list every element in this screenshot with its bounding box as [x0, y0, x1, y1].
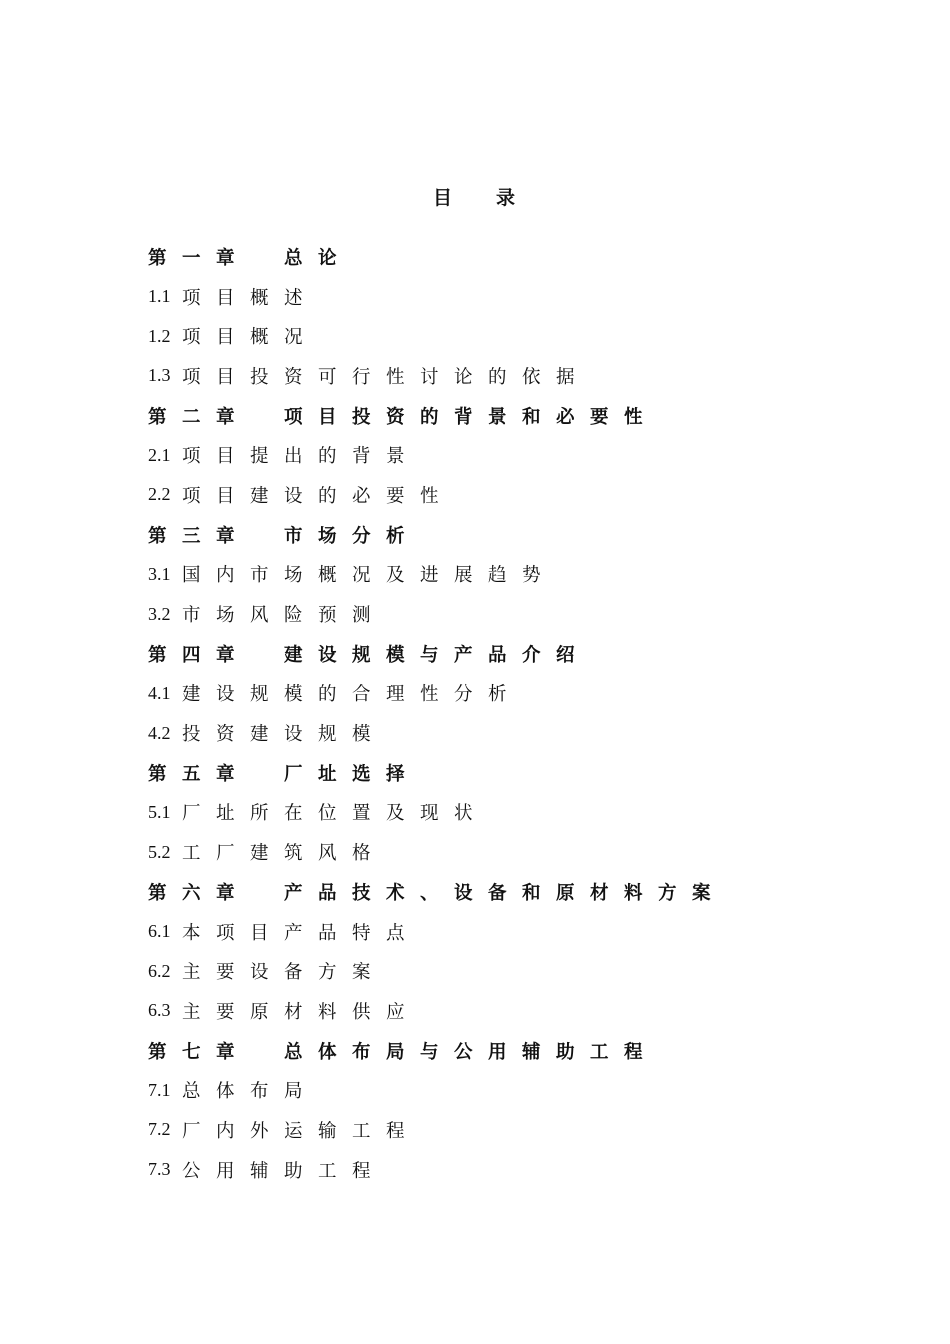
chapter-label: 第四章	[148, 644, 251, 666]
toc-section-entry	[148, 435, 868, 475]
toc-section-entry	[148, 356, 868, 396]
chapter-label: 第一章	[148, 247, 251, 269]
toc-chapter-entry	[148, 753, 868, 793]
toc-section-entry	[148, 555, 868, 595]
section-number: 6.3	[148, 1000, 171, 1021]
section-number: 7.3	[148, 1159, 171, 1180]
section-title: 厂内外运输工程	[182, 1120, 421, 1142]
toc-title	[0, 183, 950, 210]
chapter-title: 总体布局与公用辅助工程	[284, 1041, 659, 1063]
section-number: 5.1	[148, 801, 171, 822]
section-title: 主要原材料供应	[182, 1001, 421, 1023]
toc-section-entry	[148, 1070, 868, 1110]
chapter-title: 总论	[284, 247, 353, 269]
toc-section-entry	[148, 316, 868, 356]
toc-section-entry	[148, 991, 868, 1031]
toc-chapter-entry	[148, 872, 868, 912]
section-number: 7.1	[148, 1079, 171, 1100]
section-number: 1.3	[148, 365, 171, 386]
section-number: 4.2	[148, 722, 171, 743]
section-number: 5.2	[148, 841, 171, 862]
toc-title-part1: 目	[432, 187, 454, 209]
chapter-label: 第三章	[148, 525, 251, 547]
toc-section-entry	[148, 713, 868, 753]
chapter-label: 第七章	[148, 1041, 251, 1063]
section-title: 投资建设规模	[182, 724, 387, 746]
section-number: 4.1	[148, 682, 171, 703]
section-title: 市场风险预测	[182, 605, 387, 627]
toc-section-entry	[148, 951, 868, 991]
toc-section-entry	[148, 912, 868, 952]
section-number: 2.1	[148, 444, 171, 465]
section-number: 2.2	[148, 484, 171, 505]
section-number: 3.2	[148, 603, 171, 624]
toc-section-entry	[148, 832, 868, 872]
toc-section-entry	[148, 594, 868, 634]
toc-section-entry	[148, 674, 868, 714]
section-number: 6.1	[148, 921, 171, 942]
toc-section-entry	[148, 1110, 868, 1150]
section-title: 本项目产品特点	[182, 922, 421, 944]
toc-chapter-entry	[148, 515, 868, 555]
section-title: 项目概述	[182, 287, 319, 309]
toc-section-entry	[148, 1150, 868, 1190]
toc-section-entry	[148, 277, 868, 317]
chapter-title: 市场分析	[284, 525, 421, 547]
toc-section-entry	[148, 793, 868, 833]
section-title: 项目建设的必要性	[182, 485, 455, 507]
toc-title-part2: 录	[496, 187, 518, 209]
section-title: 项目概况	[182, 327, 319, 349]
table-of-contents	[148, 237, 868, 1190]
section-title: 总体布局	[182, 1081, 319, 1103]
toc-chapter-entry	[148, 634, 868, 674]
section-title: 项目提出的背景	[182, 446, 421, 468]
section-title: 公用辅助工程	[182, 1160, 387, 1182]
chapter-title: 建设规模与产品介绍	[284, 644, 591, 666]
toc-chapter-entry	[148, 237, 868, 277]
section-title: 厂址所在位置及现状	[182, 803, 489, 825]
chapter-label: 第六章	[148, 882, 251, 904]
section-number: 1.1	[148, 286, 171, 307]
section-title: 建设规模的合理性分析	[182, 684, 523, 706]
section-number: 7.2	[148, 1119, 171, 1140]
section-number: 3.1	[148, 563, 171, 584]
section-number: 6.2	[148, 960, 171, 981]
section-title: 工厂建筑风格	[182, 843, 387, 865]
chapter-label: 第五章	[148, 763, 251, 785]
chapter-title: 项目投资的背景和必要性	[284, 406, 659, 428]
section-title: 主要设备方案	[182, 962, 387, 984]
toc-chapter-entry	[148, 1031, 868, 1071]
section-title: 项目投资可行性讨论的依据	[182, 366, 591, 388]
chapter-title: 厂址选择	[284, 763, 421, 785]
toc-chapter-entry	[148, 396, 868, 436]
toc-section-entry	[148, 475, 868, 515]
chapter-label: 第二章	[148, 406, 251, 428]
chapter-title: 产品技术、设备和原材料方案	[284, 882, 727, 904]
section-number: 1.2	[148, 325, 171, 346]
section-title: 国内市场概况及进展趋势	[182, 565, 557, 587]
